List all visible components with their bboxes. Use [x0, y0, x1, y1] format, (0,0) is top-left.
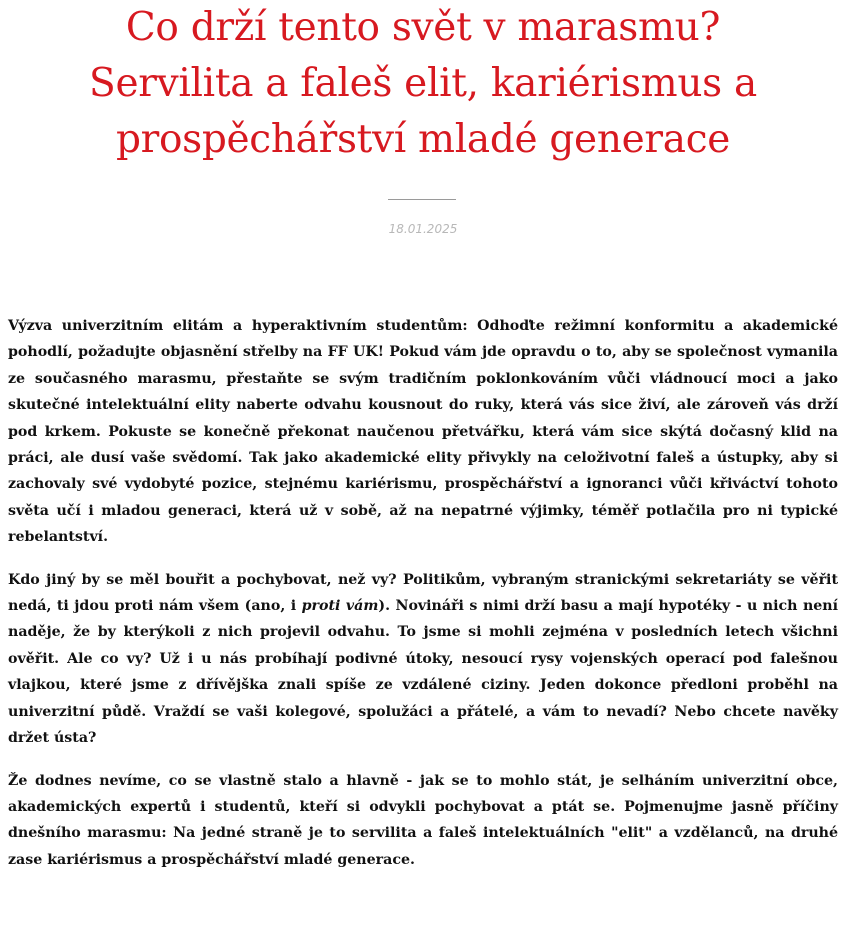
- article-body: [8, 313, 838, 889]
- paragraph-1: Výzva univerzitním elitám a hyperaktivním studentům: Odhoďte režimní konformitu a akademické pohodlí, požadujte objasnění střelby na FF UK! Pokud vám jde opravdu o to, aby se společnost vymanila ze současného marasmu, přestaňte se svým tradičním poklonkováním vůči vládnoucí moci a jako skutečné intelektuální elity naberte odvahu kousnout do ruky, která vás sice živí, ale zároveň vás drží pod krkem. Pokuste se konečně překonat naučenou přetvářku, která vám sice skýtá dočasný klid na práci, ale dusí vaše svědomí. Tak jako akademické elity přivykly na celoživotní faleš a ústupky, aby si zachovaly své vydobyté pozice, stejnému kariérismu, prospěchářství a ignoranci vůči křiváctví tohoto světa učí i mladou generaci, která už v sobě, až na nepatrné výjimky, téměř potlačila pro ni typické rebelantství.: [8, 318, 838, 546]
- paragraph-2: [8, 567, 838, 752]
- title-divider: [388, 199, 456, 200]
- paragraph-2-end: ). Novináři s nimi drží basu a mají hypotéky - u nich není naděje, že by kterýkoli z nich projevil odvahu. To jsme si mohli zejména v posledních letech všichni ověřit. Ale co vy? Už i u nás probíhají podivné útoky, nesoucí rysy vojenských operací pod falešnou vlajkou, které jsme z dřívějška znali spíše ze vzdálené ciziny. Jeden dokonce předloni proběhl na univerzitní půdě. Vraždí se vaši kolegové, spolužáci a přátelé, a vám to nevadí? Nebo chcete navěky držet ústa?: [8, 598, 838, 747]
- article-title: [20, 0, 826, 168]
- title-line-2: Servilita a faleš elit, kariérismus a: [89, 61, 757, 106]
- title-line-3: prospěchářství mladé generace: [115, 117, 731, 162]
- publish-date: 18.01.2025: [388, 222, 458, 236]
- paragraph-2-start: Kdo jiný by se měl bouřit a pochybovat, než vy? Politikům, vybraným stranickými sekretariáty se věřit nedá, ti jdou proti nám všem (ano, i: [8, 571, 838, 615]
- paragraph-2-emphasis: proti vám: [301, 598, 379, 615]
- paragraph-3: Že dodnes nevíme, co se vlastně stalo a hlavně - jak se to mohlo stát, je selháním univerzitní obce, akademických expertů i studentů, kteří si odvykli pochybovat a ptát se. Pojmenujme jasně příčiny dnešního marasmu: Na jedné straně je to servilita a faleš intelektuálních "elit" a vzdělanců, na druhé zase kariérismus a prospěchářství mladé generace.: [8, 772, 838, 868]
- title-line-1: Co drží tento svět v marasmu?: [125, 5, 721, 50]
